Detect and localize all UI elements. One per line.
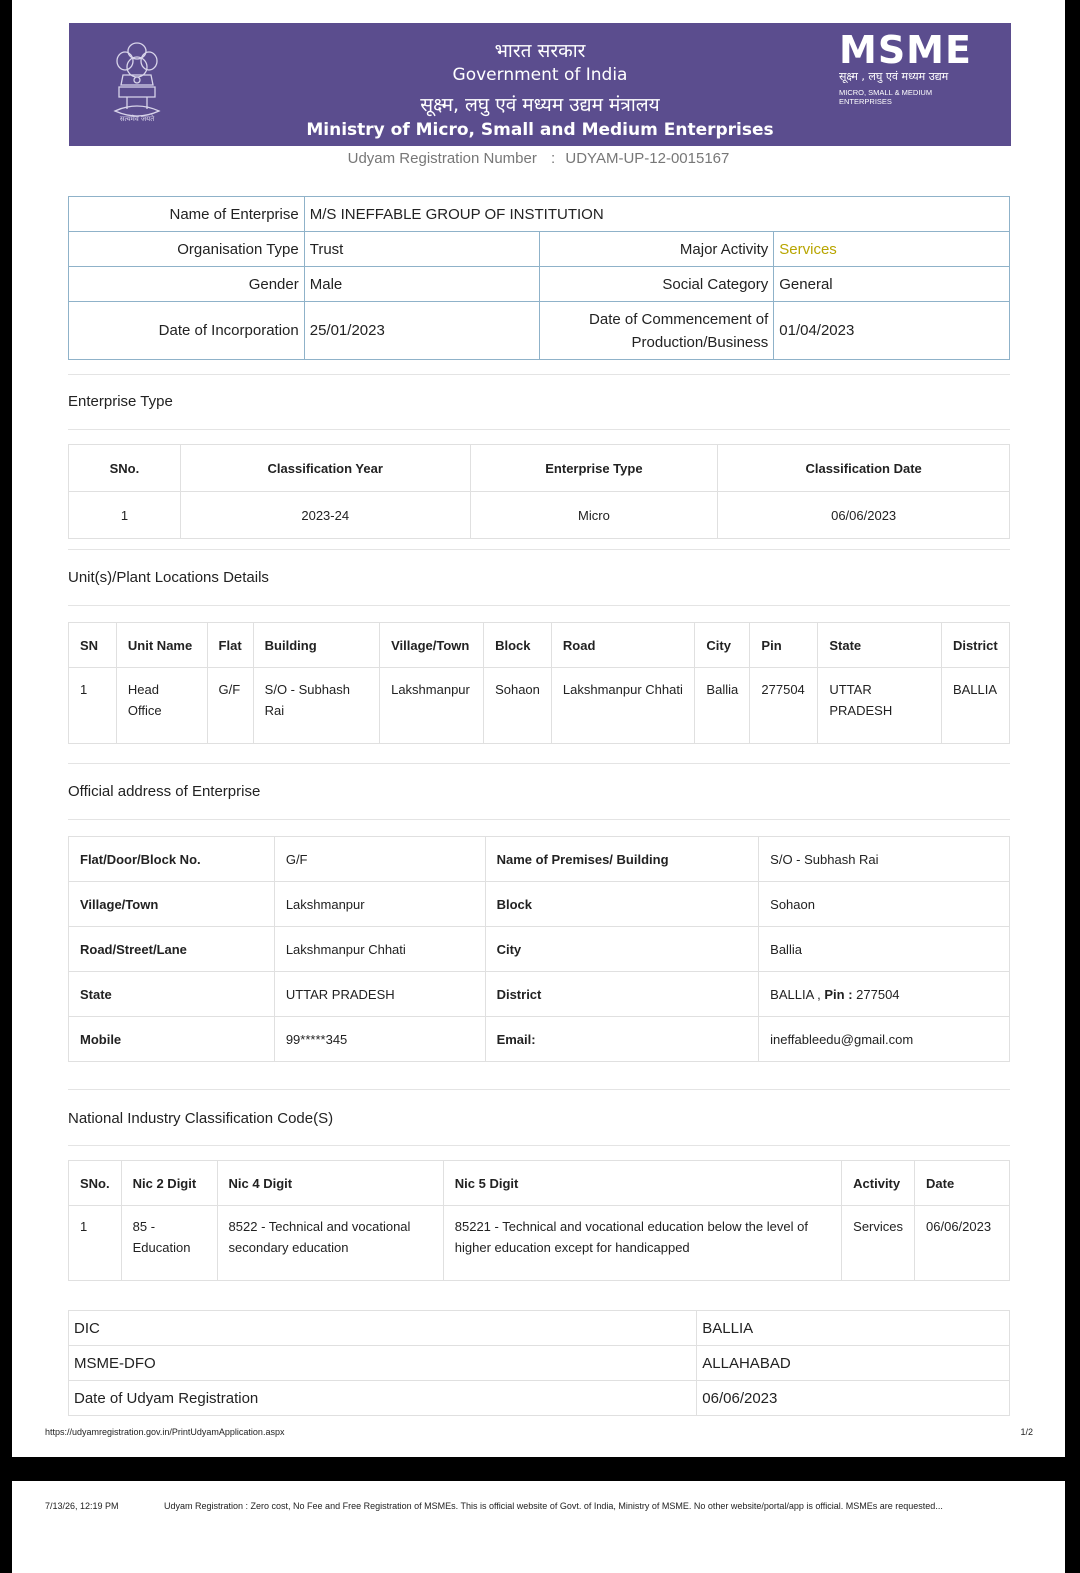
address-value: Sohaon [759,882,1010,927]
table-row [69,1381,1010,1416]
msme-logo-subtitle: MICRO, SMALL & MEDIUM ENTERPRISES [839,88,933,106]
org-type-label: Organisation Type [69,232,305,267]
table-cell: 2023-24 [180,492,470,539]
footer-notice: Udyam Registration : Zero cost, No Fee and Free Registration of MSMEs. This is official website of Govt. of India, Ministry of MSME. No other website/portal/app is official. MSMEs are requested... [164,1501,943,1511]
commencement-label-line-1: Date of Commencement of [589,310,769,328]
table-cell: UTTAR PRADESH [818,668,942,744]
emblem-caption: सत्यमेव जयते [119,115,155,123]
commencement-label [540,302,774,360]
table-row [69,882,1010,927]
enterprise-details-table [68,196,1010,360]
table-cell: 1 [69,492,181,539]
column-header: District [941,623,1009,668]
pin-value: 277504 [852,986,900,1002]
footer-page-number: 1/2 [1020,1427,1033,1437]
dic-table [68,1310,1010,1416]
table-cell: 8522 - Technical and vocational secondary education [217,1206,443,1281]
english-ministry: Ministry of Micro, Small and Medium Enterprises [306,120,774,140]
column-header: City [695,623,750,668]
column-header: Enterprise Type [470,445,718,492]
address-title: Official address of Enterprise [68,783,261,800]
enterprise-type-table [68,444,1010,539]
mobile-value: 99*****345 [274,1017,485,1062]
column-header: Village/Town [380,623,484,668]
gender-label: Gender [69,267,305,302]
nic-title: National Industry Classification Code(S) [68,1110,334,1127]
column-header: Pin [750,623,818,668]
table-cell: Lakshmanpur Chhati [551,668,695,744]
table-cell: Sohaon [484,668,552,744]
enterprise-name: M/S INEFFABLE GROUP OF INSTITUTION [304,197,1009,232]
units-title: Unit(s)/Plant Locations Details [68,569,269,586]
address-value: UTTAR PRADESH [274,972,485,1017]
address-value: S/O - Subhash Rai [759,837,1010,882]
address-key: Village/Town [69,882,275,927]
address-value: Ballia [759,927,1010,972]
footer-timestamp: 7/13/26, 12:19 PM [45,1501,119,1511]
table-cell: Lakshmanpur [380,668,484,744]
column-header: Block [484,623,552,668]
dic-value: ALLAHABAD [697,1346,1010,1381]
org-type-value: Trust [304,232,540,267]
dic-key: Date of Udyam Registration [69,1381,697,1416]
table-cell: 06/06/2023 [915,1206,1010,1281]
table-row [69,1206,1010,1281]
address-key: Road/Street/Lane [69,927,275,972]
table-cell: Ballia [695,668,750,744]
column-header: Road [551,623,695,668]
table-cell: Head Office [116,668,207,744]
address-key: Name of Premises/ Building [485,837,759,882]
page-2 [12,1481,1065,1573]
page-1 [12,0,1065,1457]
table-header-row [69,445,1010,492]
address-key: District [485,972,759,1017]
table-cell: S/O - Subhash Rai [253,668,379,744]
social-category-value: General [774,267,1010,302]
nic-codes-table [68,1160,1010,1281]
dic-value: 06/06/2023 [697,1381,1010,1416]
dic-key: DIC [69,1311,697,1346]
divider [68,429,1010,430]
table-row [69,1311,1010,1346]
hindi-ministry: सूक्ष्म, लघु एवं मध्यम उद्यम मंत्रालय [420,94,660,116]
table-row [69,668,1010,744]
dic-value: BALLIA [697,1311,1010,1346]
table-cell: 1 [69,668,117,744]
column-header: Building [253,623,379,668]
header-banner [69,23,1011,146]
msme-logo-word: MSME [839,28,972,72]
address-key: Block [485,882,759,927]
table-cell: Micro [470,492,718,539]
divider [68,1089,1010,1090]
column-header: SN [69,623,117,668]
column-header: Nic 2 Digit [121,1161,217,1206]
footer-url: https://udyamregistration.gov.in/PrintUdyamApplication.aspx [45,1427,285,1437]
table-cell: G/F [207,668,253,744]
address-key: City [485,927,759,972]
unit-locations-table [68,622,1010,744]
district-pin-value [759,972,1010,1017]
name-label: Name of Enterprise [69,197,305,232]
column-header: Date [915,1161,1010,1206]
divider [68,1145,1010,1146]
divider [68,819,1010,820]
table-cell: BALLIA [941,668,1009,744]
table-row [69,1346,1010,1381]
table-header-row [69,623,1010,668]
address-value: Lakshmanpur Chhati [274,927,485,972]
divider [68,374,1010,375]
divider [68,763,1010,764]
address-value: G/F [274,837,485,882]
table-row [69,492,1010,539]
registration-number-label: Udyam Registration Number [347,150,537,167]
district-value: BALLIA , [770,986,825,1002]
column-header: Activity [842,1161,915,1206]
major-activity-value: Services [774,232,1010,267]
social-category-label: Social Category [540,267,774,302]
address-key: Flat/Door/Block No. [69,837,275,882]
address-value: Lakshmanpur [274,882,485,927]
table-cell: Services [842,1206,915,1281]
gender-value: Male [304,267,540,302]
table-cell: 85221 - Technical and vocational education below the level of higher education except for handicapped [443,1206,841,1281]
registration-number-value: UDYAM-UP-12-0015167 [565,150,730,167]
pin-label: Pin : [824,986,853,1002]
dic-key: MSME-DFO [69,1346,697,1381]
column-header: SNo. [69,445,181,492]
incorporation-label: Date of Incorporation [69,302,305,360]
commencement-label-line-2: Production/Business [631,333,769,351]
table-row [69,837,1010,882]
table-row [69,972,1010,1017]
column-header: Flat [207,623,253,668]
divider [68,549,1010,550]
registration-number-line [12,150,1065,167]
column-header: Classification Year [180,445,470,492]
address-key: Mobile [69,1017,275,1062]
table-cell: 85 - Education [121,1206,217,1281]
english-title: Government of India [452,65,628,85]
column-header: Classification Date [718,445,1010,492]
address-key: Email: [485,1017,759,1062]
table-cell: 277504 [750,668,818,744]
official-address-table [68,836,1010,1062]
registration-number-separator: : [551,150,556,167]
column-header: State [818,623,942,668]
divider [68,605,1010,606]
msme-logo-hindi: सूक्ष्म , लघु एवं मध्यम उद्यम [839,70,949,83]
table-row [69,927,1010,972]
commencement-value: 01/04/2023 [774,302,1010,360]
table-cell: 06/06/2023 [718,492,1010,539]
hindi-title: भारत सरकार [494,40,586,62]
column-header: Nic 5 Digit [443,1161,841,1206]
major-activity-label: Major Activity [540,232,774,267]
column-header: SNo. [69,1161,122,1206]
table-row [69,1017,1010,1062]
column-header: Unit Name [116,623,207,668]
address-key: State [69,972,275,1017]
table-cell: 1 [69,1206,122,1281]
column-header: Nic 4 Digit [217,1161,443,1206]
table-header-row [69,1161,1010,1206]
msme-logo [839,28,984,113]
enterprise-type-title: Enterprise Type [68,393,173,410]
email-value: ineffableedu@gmail.com [759,1017,1010,1062]
incorporation-value: 25/01/2023 [304,302,540,360]
